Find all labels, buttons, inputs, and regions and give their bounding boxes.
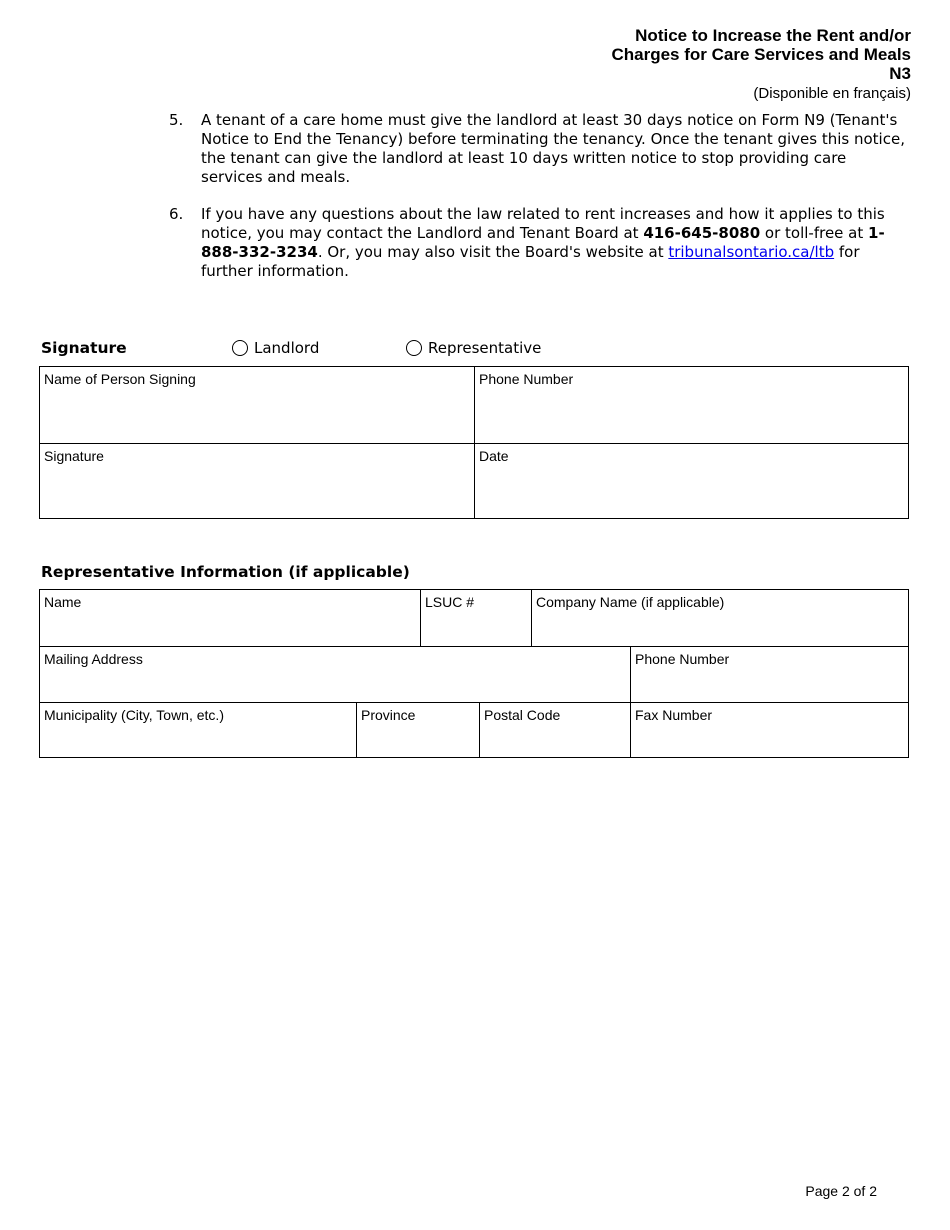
website-link[interactable]: tribunalsontario.ca/ltb — [668, 243, 835, 261]
field-label: Municipality (City, Town, etc.) — [44, 707, 224, 723]
list-item — [169, 205, 909, 281]
field-label: Fax Number — [635, 707, 713, 723]
french-availability-note: (Disponible en français) — [753, 85, 911, 102]
signature-table — [39, 366, 909, 519]
field-label: Postal Code — [484, 707, 561, 723]
company-name-field[interactable] — [531, 590, 908, 646]
instruction-list — [169, 111, 909, 281]
fax-number-field[interactable] — [630, 702, 908, 757]
representative-table — [39, 589, 909, 758]
item-text-part: . Or, you may also visit the Board's website at — [317, 243, 669, 261]
item-text: A tenant of a care home must give the landlord at least 30 days notice on Form N9 (Tenant's Notice to End the Tenancy) before terminating the tenancy. Once the tenant gives this notice, the tenant can give the landlord at least 10 days written notice to stop providing care services and meals. — [201, 111, 905, 186]
signature-header-row — [41, 339, 911, 359]
field-label: LSUC # — [425, 594, 475, 610]
signature-section-title: Signature — [41, 339, 127, 357]
signer-phone-number-field[interactable] — [474, 367, 908, 443]
province-field[interactable] — [356, 702, 479, 757]
item-text-part: If you have any questions about the law related to rent increases and how it applies to this notice, you may contact the Landlord and Tenant Board at — [201, 205, 885, 242]
landlord-radio[interactable] — [232, 339, 319, 357]
form-code: N3 — [889, 64, 911, 83]
item-text-part: or toll-free at — [760, 224, 869, 242]
representative-radio-label: Representative — [428, 339, 542, 357]
radio-circle-icon[interactable] — [406, 340, 422, 356]
field-label: Signature — [44, 448, 104, 464]
field-label: Phone Number — [635, 651, 730, 667]
rep-name-field[interactable] — [40, 590, 420, 646]
landlord-radio-label: Landlord — [254, 339, 320, 357]
item-number: 5. — [169, 111, 184, 129]
date-field[interactable] — [474, 443, 908, 518]
phone-tollfree: 1-888-332-3234 — [201, 224, 885, 261]
field-label: Province — [361, 707, 416, 723]
field-label: Date — [479, 448, 509, 464]
form-header — [611, 26, 911, 103]
postal-code-field[interactable] — [479, 702, 630, 757]
representative-radio[interactable] — [406, 339, 541, 357]
name-of-person-signing-field[interactable] — [40, 367, 474, 443]
phone-local: 416-645-8080 — [643, 224, 761, 242]
rep-phone-number-field[interactable] — [630, 646, 908, 702]
lsuc-number-field[interactable] — [420, 590, 531, 646]
item-number: 6. — [169, 205, 184, 223]
representative-section-title: Representative Information (if applicable) — [41, 563, 410, 581]
field-label: Name — [44, 594, 82, 610]
field-label: Name of Person Signing — [44, 371, 196, 387]
form-title-line2: Charges for Care Services and Meals — [611, 45, 911, 64]
municipality-field[interactable] — [40, 702, 356, 757]
page-number: Page 2 of 2 — [805, 1183, 877, 1199]
field-label: Company Name (if applicable) — [536, 594, 725, 610]
form-title-line1: Notice to Increase the Rent and/or — [635, 26, 911, 45]
item-text — [201, 205, 909, 281]
signature-field[interactable] — [40, 443, 474, 518]
field-label: Mailing Address — [44, 651, 143, 667]
radio-circle-icon[interactable] — [232, 340, 248, 356]
item-text-part: for further information. — [201, 243, 860, 280]
field-label: Phone Number — [479, 371, 574, 387]
list-item — [169, 111, 909, 187]
mailing-address-field[interactable] — [40, 646, 630, 702]
